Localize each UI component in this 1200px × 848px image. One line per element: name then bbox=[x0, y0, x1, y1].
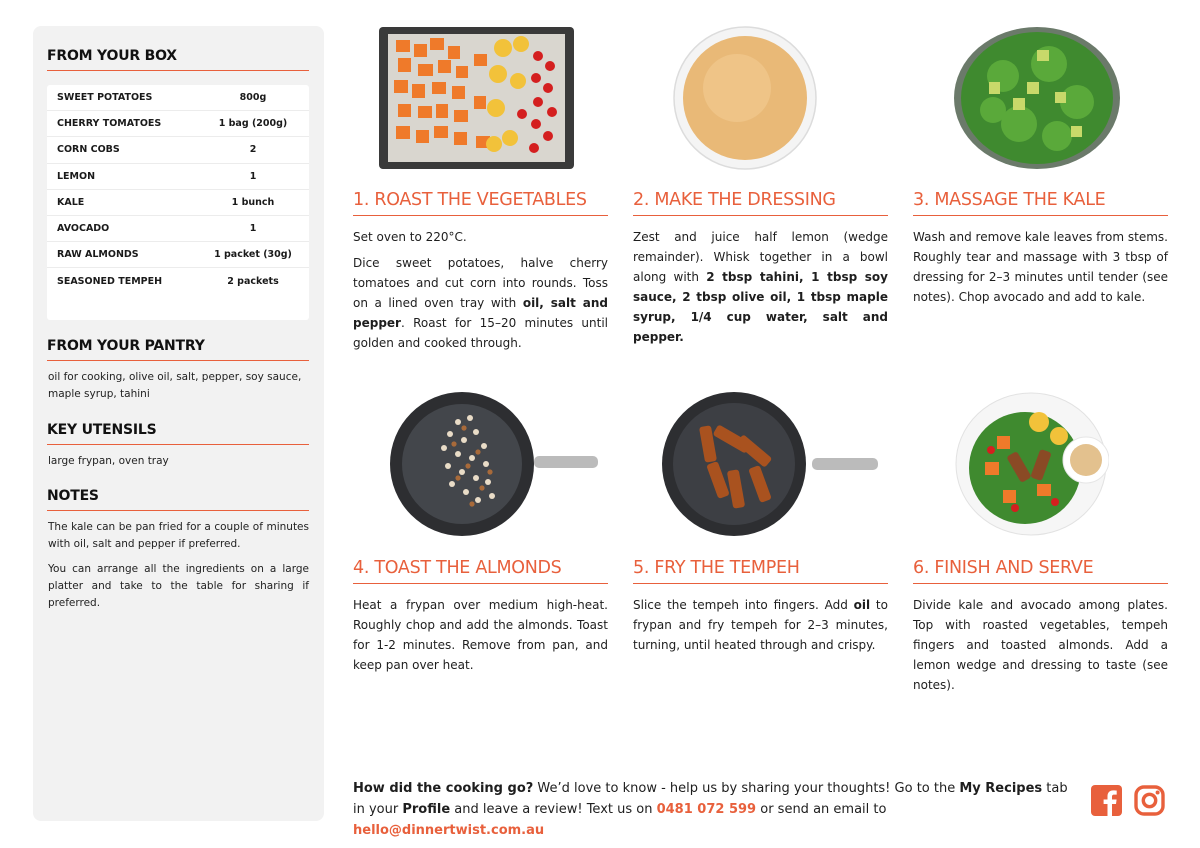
step-5 bbox=[633, 558, 888, 661]
feedback-footer bbox=[353, 778, 1073, 841]
step-4-title: 4. TOAST THE ALMONDS bbox=[353, 558, 608, 584]
utensils-text: large frypan, oven tray bbox=[48, 455, 169, 467]
kale-bowl-photo bbox=[953, 26, 1121, 170]
step-5-title: 5. FRY THE TEMPEH bbox=[633, 558, 888, 584]
step-1-text-2 bbox=[353, 253, 608, 353]
step-2 bbox=[633, 190, 888, 353]
step-4-text: Heat a frypan over medium high-heat. Roughly chop and add the almonds. Toast for 1-2 minutes. Remove from pan, and keep pan over heat. bbox=[353, 598, 608, 672]
ingredients-table bbox=[47, 85, 309, 320]
step-1-text-a: Dice sweet potatoes, halve cherry tomatoes and cut corn into rounds. Toss on a lined oven tray with bbox=[353, 256, 608, 310]
footer-text-1: We’d love to know - help us by sharing your thoughts! Go to the bbox=[533, 781, 960, 796]
finished-dish-photo bbox=[955, 392, 1109, 536]
profile-link[interactable]: Profile bbox=[402, 802, 451, 817]
from-your-box-heading: FROM YOUR BOX bbox=[47, 48, 309, 71]
step-6 bbox=[913, 558, 1168, 701]
instagram-icon[interactable] bbox=[1134, 785, 1165, 816]
notes-section bbox=[33, 488, 324, 612]
ingredient-qty: 1 bunch bbox=[231, 196, 275, 208]
my-recipes-link[interactable]: My Recipes bbox=[959, 781, 1043, 796]
ingredient-row bbox=[47, 85, 309, 111]
step-1-text-c: . Roast for 15–20 minutes until golden and cooked through. bbox=[353, 316, 608, 350]
ingredient-name: CHERRY TOMATOES bbox=[57, 118, 162, 130]
ingredient-row bbox=[47, 164, 309, 190]
step-1-title: 1. ROAST THE VEGETABLES bbox=[353, 190, 608, 216]
step-1-body bbox=[353, 227, 608, 353]
step-2-body bbox=[633, 227, 888, 347]
dressing-bowl-photo bbox=[671, 26, 819, 170]
facebook-icon[interactable] bbox=[1091, 785, 1122, 816]
ingredient-qty: 1 bbox=[249, 170, 257, 182]
step-6-title: 6. FINISH AND SERVE bbox=[913, 558, 1168, 584]
step-3-text: Wash and remove kale leaves from stems. Roughly tear and massage with 3 tbsp of dressing for 2–3 minutes until tender (see notes). Chop avocado and add to kale. bbox=[913, 230, 1168, 304]
pantry-section bbox=[33, 338, 324, 403]
ingredient-name: RAW ALMONDS bbox=[57, 249, 139, 261]
step-5-text bbox=[633, 595, 888, 655]
tempeh-pan-photo bbox=[652, 392, 880, 536]
ingredient-qty: 2 packets bbox=[227, 275, 279, 287]
step-5-text-a: Slice the tempeh into fingers. Add bbox=[633, 598, 854, 612]
roast-vegetables-photo bbox=[378, 26, 575, 170]
ingredient-qty: 1 bbox=[249, 223, 257, 235]
ingredient-name: KALE bbox=[57, 196, 85, 208]
ingredient-row bbox=[47, 190, 309, 216]
phone-link[interactable]: 0481 072 599 bbox=[656, 802, 757, 817]
from-your-box-section bbox=[33, 48, 324, 71]
ingredient-qty: 2 bbox=[249, 144, 257, 156]
notes-heading: NOTES bbox=[47, 488, 309, 511]
footer-text-2: tab in your bbox=[353, 781, 1068, 817]
step-2-title: 2. MAKE THE DRESSING bbox=[633, 190, 888, 216]
step-2-text bbox=[633, 227, 888, 347]
utensils-section bbox=[33, 422, 324, 470]
ingredient-qty: 1 bag (200g) bbox=[218, 118, 288, 130]
ingredient-row bbox=[47, 268, 309, 294]
ingredient-qty: 1 packet (30g) bbox=[214, 249, 292, 261]
step-1-text-1: Set oven to 220°C. bbox=[353, 230, 467, 244]
almonds-pan-photo bbox=[388, 392, 600, 536]
ingredient-name: LEMON bbox=[57, 170, 96, 182]
ingredient-name: SEASONED TEMPEH bbox=[57, 275, 163, 287]
step-5-body bbox=[633, 595, 888, 655]
step-1 bbox=[353, 190, 608, 359]
pantry-heading: FROM YOUR PANTRY bbox=[47, 338, 309, 361]
step-3-body bbox=[913, 227, 1168, 307]
step-6-text: Divide kale and avocado among plates. Top with roasted vegetables, tempeh fingers and toasted almonds. Add a lemon wedge and dressing to taste (see notes). bbox=[913, 598, 1168, 692]
footer-question: How did the cooking go? bbox=[353, 781, 534, 796]
ingredient-name: CORN COBS bbox=[57, 144, 120, 156]
footer-text-3: and leave a review! Text us on bbox=[450, 802, 657, 817]
footer-text-4: or send an email to bbox=[756, 802, 887, 817]
notes-text-2: You can arrange all the ingredients on a large platter and take to the table for sharing if preferred. bbox=[48, 563, 309, 609]
notes-text-1: The kale can be pan fried for a couple of minutes with oil, salt and pepper if preferred. bbox=[48, 521, 309, 550]
step-2-text-bold: 2 tbsp tahini, 1 tbsp soy sauce, 2 tbsp olive oil, 1 tbsp maple syrup, 1/4 cup water, salt and pepper. bbox=[633, 270, 889, 344]
step-4 bbox=[353, 558, 608, 681]
ingredient-row bbox=[47, 216, 309, 242]
pantry-text: oil for cooking, olive oil, salt, pepper, soy sauce, maple syrup, tahini bbox=[48, 371, 302, 400]
step-3 bbox=[913, 190, 1168, 313]
ingredient-row bbox=[47, 137, 309, 163]
ingredient-name: SWEET POTATOES bbox=[57, 92, 153, 104]
ingredient-row bbox=[47, 111, 309, 137]
ingredient-qty: 800g bbox=[239, 92, 267, 104]
step-4-body bbox=[353, 595, 608, 675]
ingredient-row bbox=[47, 242, 309, 268]
utensils-heading: KEY UTENSILS bbox=[47, 422, 309, 445]
step-3-title: 3. MASSAGE THE KALE bbox=[913, 190, 1168, 216]
step-5-text-c: to frypan and fry tempeh for 2–3 minutes, turning, until heated through and crispy. bbox=[633, 598, 888, 652]
email-link[interactable]: hello@dinnertwist.com.au bbox=[353, 823, 545, 838]
step-2-text-a: Zest and juice half lemon (wedge remainder). Whisk together in a bowl along with bbox=[633, 230, 888, 284]
step-5-text-bold: oil bbox=[853, 598, 871, 612]
step-1-text-bold: oil, salt and pepper bbox=[353, 296, 608, 330]
ingredient-name: AVOCADO bbox=[57, 223, 110, 235]
step-6-body bbox=[913, 595, 1168, 695]
